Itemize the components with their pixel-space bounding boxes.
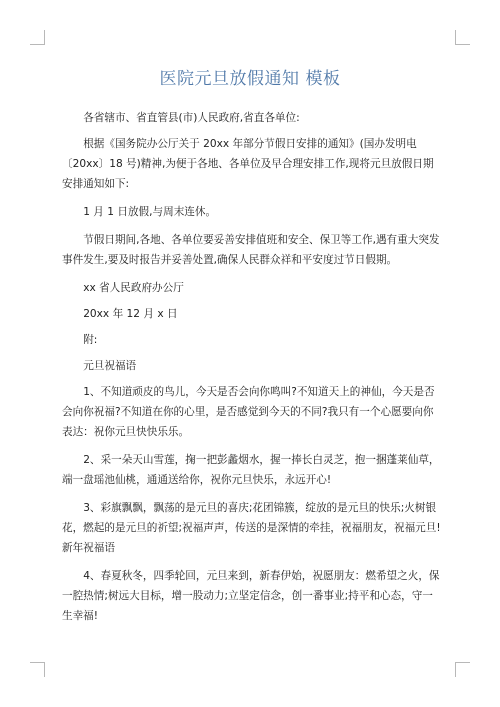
duty-paragraph: 节假日期间,各地、各单位要妥善安排值班和安全、保卫等工作,遇有重大突发事件发生,要及时报告并妥善处置,确保人民群众祥和平安度过节日假期。 bbox=[62, 234, 440, 266]
corner-mark-top-left bbox=[30, 30, 45, 45]
appendix-label: 附: bbox=[83, 334, 98, 346]
document-body bbox=[62, 108, 442, 634]
greeting-item: 1、不知道顽皮的鸟儿，今天是否会向你鸣叫?不知道天上的神仙，今天是否会向你祝福?不知道在你的心里，是否感觉到今天的不同?我只有一个心愿要向你表达：祝你元旦快快乐乐。 bbox=[62, 386, 435, 438]
corner-mark-bottom-left bbox=[30, 662, 45, 677]
corner-mark-bottom-right bbox=[455, 662, 470, 677]
greeting-item: 4、春夏秋冬，四季轮回，元旦来到，新春伊始，祝愿朋友：燃希望之火，保一腔热情;树远大目标，增一股动力;立坚定信念，创一番事业;持平和心态，守一生幸福! bbox=[62, 570, 440, 622]
holiday-date-paragraph: 1 月 1 日放假,与周末连休。 bbox=[83, 206, 217, 218]
issuer-name: xx 省人民政府办公厅 bbox=[83, 282, 184, 294]
intro-paragraph: 根据《国务院办公厅关于 20xx 年部分节假日安排的通知》(国办发明电〔20xx〕18 号)精神,为便于各地、各单位及早合理安排工作,现将元旦放假日期安排通知如下: bbox=[62, 138, 434, 190]
document-title: 医院元旦放假通知 模板 bbox=[159, 69, 341, 89]
issue-date: 20xx 年 12 月 x 日 bbox=[83, 308, 178, 320]
greetings-heading: 元旦祝福语 bbox=[83, 360, 137, 372]
salutation: 各省辖市、省直管县(市)人民政府,省直各单位: bbox=[83, 112, 300, 124]
greeting-item: 3、彩旗飘飘，飘荡的是元旦的喜庆;花团锦簇，绽放的是元旦的快乐;火树银花，燃起的是元旦的祈望;祝福声声，传送的是深情的牵挂，祝福朋友，祝福元旦!新年祝福语 bbox=[62, 502, 441, 554]
greeting-item: 2、采一朵天山雪莲，掬一把彭蠡烟水，握一捧长白灵芝，抱一捆蓬莱仙草，端一盘瑶池仙桃，通通送给你，祝你元旦快乐，永远开心! bbox=[62, 454, 440, 486]
corner-mark-top-right bbox=[455, 30, 470, 45]
